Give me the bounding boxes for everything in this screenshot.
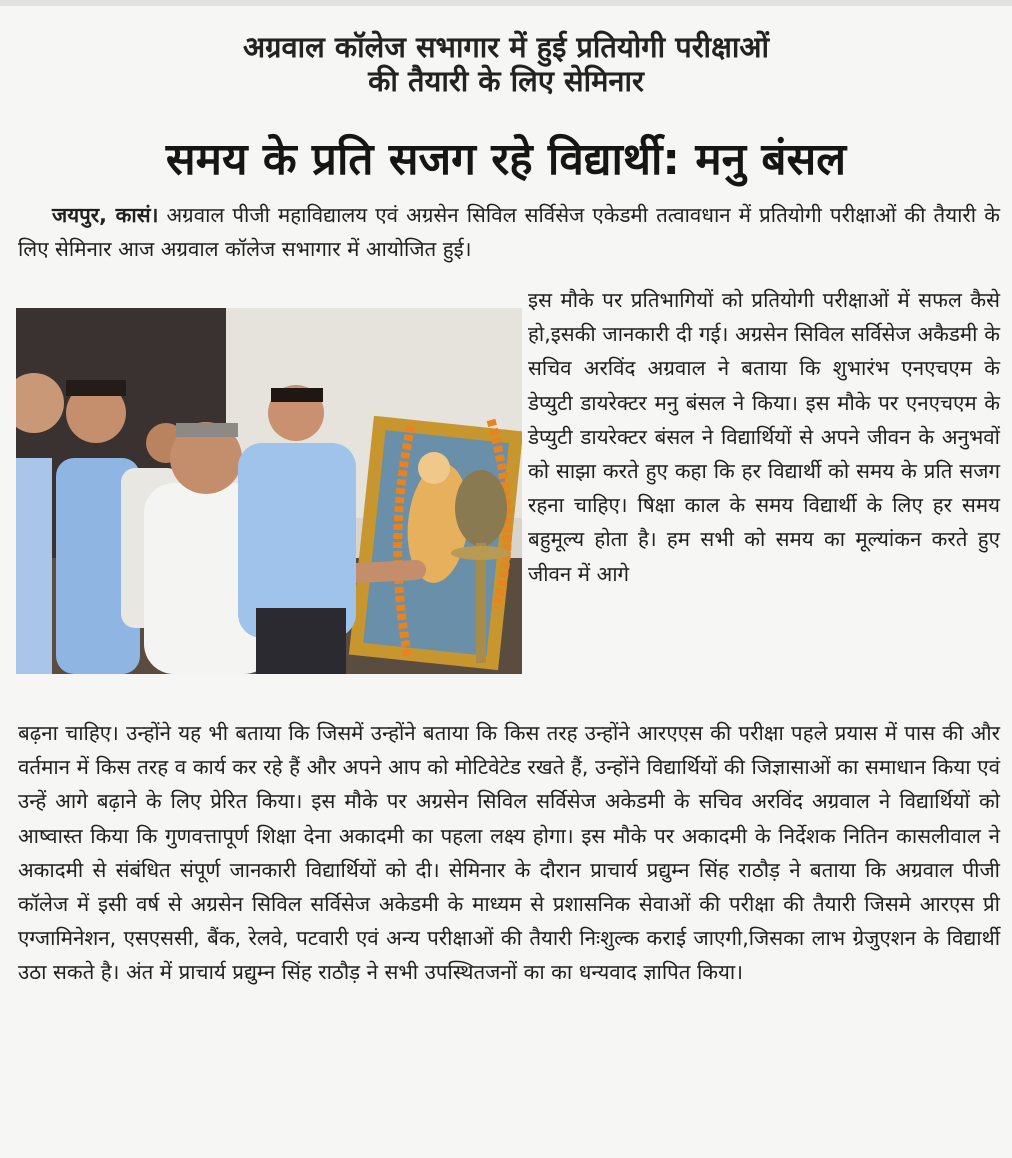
news-photo-lamp-lighting (16, 308, 522, 674)
top-border-strip (0, 0, 1012, 6)
article-side-paragraph: इस मौके पर प्रतिभागियों को प्रतियोगी परीक्षाओं में सफल कैसे हो,इसकी जानकारी दी गई। अग्रसेन सिविल सर्विसेज अकैडमी के सचिव अरविंद अग्रवाल ने बताया कि शुभारंभ एनएचएम के डेप्युटी डायरेक्टर मनु बंसल ने किया। इस मौके पर एनएचएम के डेप्युटी डायरेक्टर बंसल ने विद्यार्थियों से अपने जीवन के अनुभवों को साझा करते हुए कहा कि हर विद्यार्थी को समय के प्रति सजग रहना चाहिए। षिक्षा काल के समय विद्यार्थी के लिए हर समय बहुमूल्य होता है। हम सभी को समय का मूल्यांकन करते हुए जीवन में आगे (528, 288, 1000, 586)
dateline: जयपुर, कासं। (52, 203, 159, 227)
kicker-line-1: अग्रवाल कॉलेज सभागार में हुई प्रतियोगी परीक्षाओं (242, 30, 770, 64)
framed-portrait (349, 416, 522, 670)
intro-text: अग्रवाल पीजी महाविद्यालय एवं अग्रसेन सिविल सर्विसेज एकेडमी तत्वावधान में प्रतियोगी परीक्षाओं की तैयारी के लिए सेमिनार आज अग्रवाल कॉलेज सभागार में आयोजित हुई। (18, 203, 1000, 262)
article-kicker (0, 30, 1012, 98)
kicker-line-2: की तैयारी के लिए सेमिनार (368, 64, 644, 98)
article-main-paragraph: बढ़ना चाहिए। उन्होंने यह भी बताया कि जिसमें उन्होंने बताया कि किस तरह उन्होंने आरएएस की परीक्षा पहले प्रयास में पास की और वर्तमान में किस तरह व कार्य कर रहे हैं और अपने आप को मोटिवेटेड रखते हैं, उन्होंने विद्यार्थियों की जिज्ञासाओं का समाधान किया एवं उन्हें आगे बढ़ाने के लिए प्रेरित किया। इस मौके पर अग्रसेन सिविल सर्विसेज अकेडमी के सचिव अरविंद अग्रवाल ने विद्यार्थियों को आष्वास्त किया कि गुणवत्तापूर्ण शिक्षा देना अकादमी का पहला लक्ष्य होगा। इस मौके पर अकादमी के निर्देशक नितिन कासलीवाल ने अकादमी से संबंधित संपूर्ण जानकारी विद्यार्थियों को दी। सेमिनार के दौरान प्राचार्य प्रद्युम्न सिंह राठौड़ ने बताया कि अग्रवाल पीजी कॉलेज में इसी वर्ष से अग्रसेन सिविल सर्विसेज अकेडमी के माध्यम से प्रशासनिक सेवाओं की परीक्षा की तैयारी जिसमे आरएस प्री एग्जामिनेशन, एसएससी, बैंक, रेलवे, पटवारी एवं अन्य परीक्षाओं की तैयारी निःशुल्क कराई जाएगी,जिसका लाभ ग्रेजुएशन के विद्यार्थी उठा सकते है। अंत में प्राचार्य प्रद्युम्न सिंह राठौड़ ने सभी उपस्थितजनों का का धन्यवाद ज्ञापित किया। (18, 721, 1000, 985)
article-headline: समय के प्रति सजग रहे विद्यार्थी: मनु बंसल (165, 134, 847, 185)
article-intro-paragraph (18, 198, 1000, 266)
